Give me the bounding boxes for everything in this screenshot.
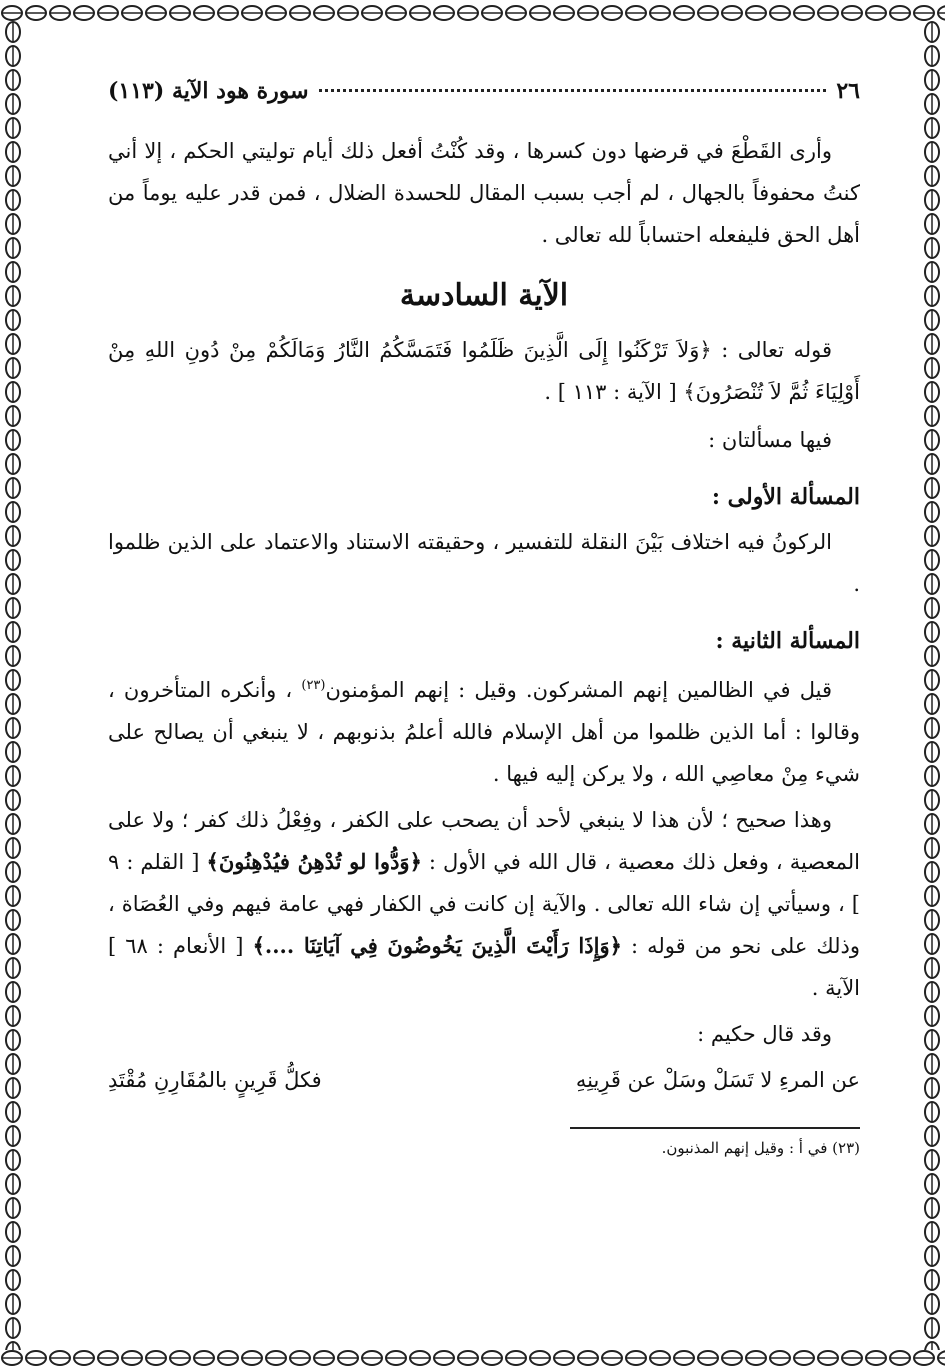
page-number: ٢٦ (836, 78, 860, 104)
poem-verse (108, 1059, 860, 1101)
surah-title: سورة هود الآية (١١٣) (108, 78, 309, 104)
running-head (108, 78, 860, 118)
issue2-paragraph-1 (108, 665, 860, 795)
ornamental-border-right (919, 20, 945, 1350)
verse-prefix: قوله تعالى : (721, 338, 832, 362)
page-content (108, 78, 860, 1161)
footnote-number: (٢٣) (832, 1139, 860, 1157)
issue2-text-c: وهذا صحيح ؛ لأن هذا لا ينبغي لأحد أن يصحب على الكفر ، وفِعْلُ ذلك كفر ؛ ولا على المعصية ، وفعل ذلك معصية ، قال الله في الأول : (108, 808, 861, 874)
intro-line-1: وأرى القَطْعَ في قرضها دون كسرها ، وقد كُنْتُ أفعل ذلك أيام توليتي الحكم ، (169, 139, 832, 163)
quran-verse-qalam: ﴿وَدُّوا لو تُدْهِنُ فيُدْهِنُونَ﴾ (206, 849, 422, 874)
ornamental-border-left (0, 20, 26, 1350)
footnote-text: في أ : وقيل إنهم المذنبون. (661, 1139, 828, 1157)
poem-hemistich-2: فكلُّ قَرِينٍ بالمُقَارِنِ مُقْتَدِ (108, 1068, 322, 1092)
quran-verse-anam: ﴿وَإِذَا رَأَيْتَ الَّذِينَ يَخُوضُونَ فِي آيَاتِنَا ....﴾ (252, 933, 622, 958)
intro-paragraph (108, 130, 860, 256)
intro-line-3: يوماً من أهل الحق فليفعله احتساباً لله تعالى . (108, 181, 860, 247)
issue2-paragraph-2 (108, 799, 860, 1009)
footnote-rule (570, 1127, 860, 1129)
issue1-text: الركونُ فيه اختلاف بَيْنَ النقلة للتفسير ، وحقيقته الاستناد والاعتماد على الذين ظلموا . (108, 530, 860, 596)
footnote-marker: (٢٣) (301, 678, 326, 693)
issues-intro: فيها مسألتان : (708, 428, 832, 452)
issue2-text-e: [ الأنعام : ٦٨ ] الآية . (108, 934, 860, 1000)
poem-intro: وقد قال حكيم : (697, 1022, 832, 1046)
intro-line-2: إلا أني كنتُ محفوفاً بالجهال ، لم أجب بسبب المقال للحسدة الضلال ، فمن قدر عليه (108, 139, 860, 205)
issue2-text-d: [ القلم : ٩ ] ، وسيأتي إن شاء الله تعالى . والآية إن كانت في الكفار فهي عامة فيهم وفي العُصَاة ، وذلك على نحو من قوله : (108, 850, 861, 958)
ornamental-border-bottom (0, 1345, 945, 1371)
verse-text: ﴿وَلاَ تَرْكَنُوا إِلَى الَّذِينَ ظَلَمُوا فَتَمَسَّكُمُ النَّارُ وَمَالَكُمْ مِنْ دُونِ اللهِ مِنْ أَوْلِيَاءَ ثُمَّ لاَ تُنْصَرُونَ﴾ (108, 338, 860, 404)
ornamental-border-top (0, 0, 945, 26)
verse-paragraph (108, 329, 860, 413)
issue2-title: المسألة الثانية : (715, 628, 860, 654)
issue2-text-a: قيل في الظالمين إنهم المشركون. وقيل : إنهم المؤمنون (325, 678, 832, 702)
verse-reference: [ الآية : ١١٣ ] . (544, 380, 677, 404)
leader-dots (319, 89, 827, 92)
poem-hemistich-1: عن المرءِ لا تَسَلْ وسَلْ عن قَرِينِهِ (575, 1068, 860, 1092)
issue2-text-b: ، وأنكره المتأخرون ، وقالوا : أما الذين ظلموا من أهل الإسلام فالله أعلمُ بذنوبهم ، لا ينبغي أن يصالح على شيء مِنْ معاصِي الله ، ولا يركن إليه فيها . (108, 678, 860, 786)
section-title: الآية السادسة (399, 278, 569, 313)
footnote (108, 1135, 860, 1161)
issue1-title: المسألة الأولى : (711, 484, 860, 510)
